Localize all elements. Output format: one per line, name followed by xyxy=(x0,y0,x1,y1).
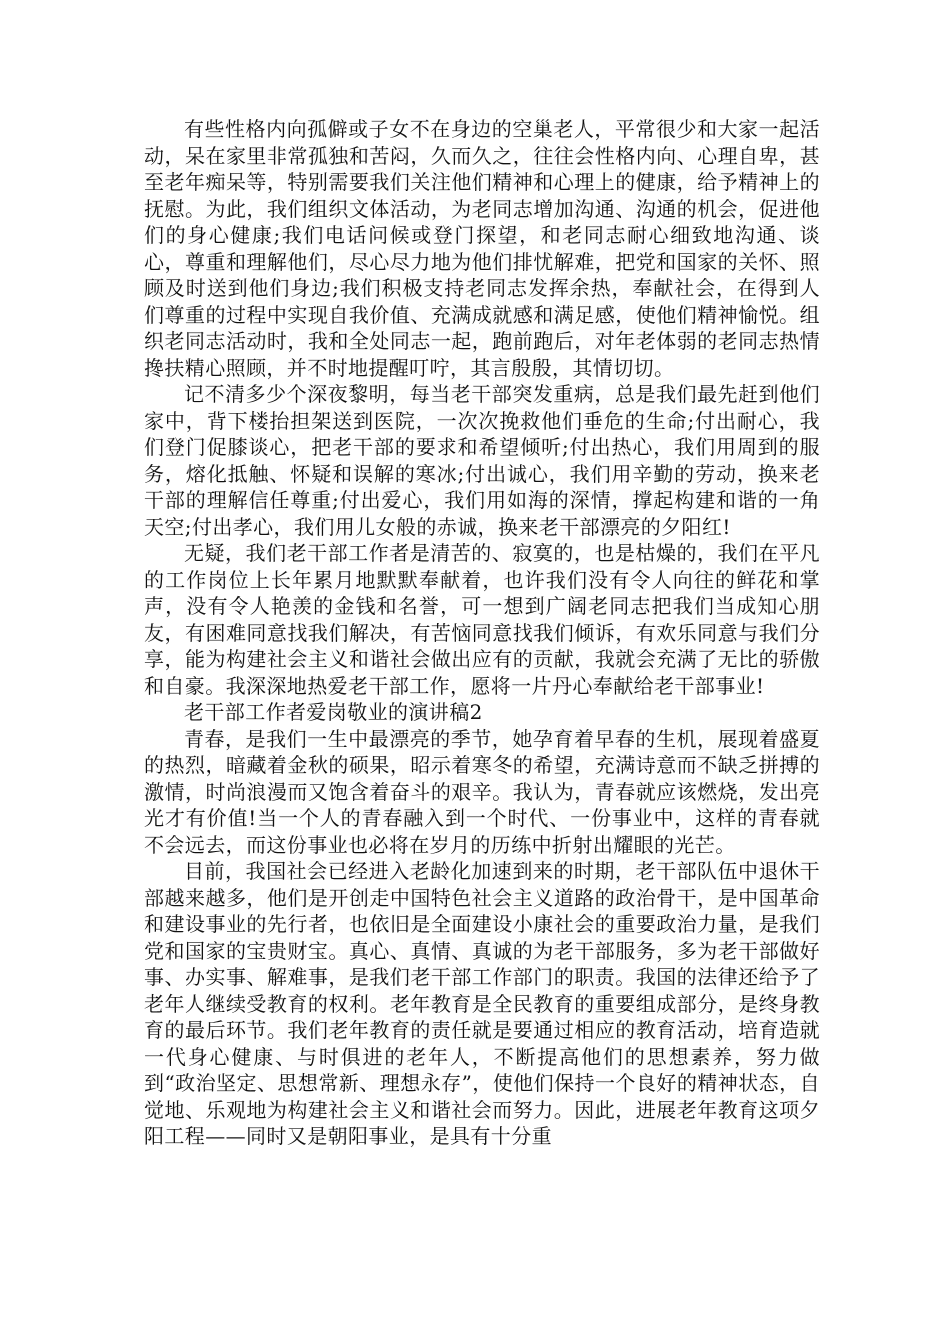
speech-title-2: 老干部工作者爱岗敬业的演讲稿2 xyxy=(184,700,483,724)
paragraph-aging-society: 目前，我国社会已经进入老龄化加速到来的时期，老干部队伍中退休干部越来越多，他们是开创走中国特色社会主义道路的政治骨干，是中国革命和建设事业的先行者，也依旧是全面建设小康社会的重要政治力量，是我们党和国家的宝贵财宝。真心、真情、真诚的为老干部服务，多为老干部做好事、办实事、解难事，是我们老干部工作部门的职责。我国的法律还给予了老年人继续受教育的权利。老年教育是全民教育的重要组成部分，是终身教育的最后环节。我们老年教育的责任就是要通过相应的教育活动，培育造就一代身心健康、与时俱进的老年人，不断提高他们的思想素养，努力做到“政治坚定、思想常新、理想永存”，使他们保持一个良好的精神状态，自觉地、乐观地为构建社会主义和谐社会而努力。因此，进展老年教育这项夕阳工程——同时又是朝阳事业，是具有十分重 xyxy=(144,859,820,1148)
paragraph-empty-nest-elders: 有些性格内向孤僻或子女不在身边的空巢老人，平常很少和大家一起活动，呆在家里非常孤独和苦闷，久而久之，往往会性格内向、心理自卑，甚至老年痴呆等，特别需要我们关注他们精神和心理上的健康，给予精神上的抚慰。为此，我们组织文体活动，为老同志增加沟通、沟通的机会，促进他们的身心健康;我们电话问候或登门探望，和老同志耐心细致地沟通、谈心，尊重和理解他们，尽心尽力地为他们排忧解难，把党和国家的关怀、照顾及时送到他们身边;我们积极支持老同志发挥余热，奉献社会，在得到人们尊重的过程中实现自我价值、充满成就感和满足感，使他们精神愉悦。组织老同志活动时，我和全处同志一起，跑前跑后，对年老体弱的老同志热情搀扶精心照顾，并不时地提醒叮咛，其言殷殷，其情切切。 xyxy=(144,117,820,380)
paragraph-dedication: 无疑，我们老干部工作者是清苦的、寂寞的，也是枯燥的，我们在平凡的工作岗位上长年累月地默默奉献着，也许我们没有令人向往的鲜花和掌声，没有令人艳羡的金钱和名誉，可一想到广阔老同志把我们当成知心朋友，有困难同意找我们解决，有苦恼同意找我们倾诉，有欢乐同意与我们分享，能为构建社会主义和谐社会做出应有的贡献，我就会充满了无比的骄傲和自豪。我深深地热爱老干部工作，愿将一片丹心奉献给老干部事业! xyxy=(144,541,820,698)
paragraph-late-nights: 记不清多少个深夜黎明，每当老干部突发重病，总是我们最先赶到他们家中，背下楼抬担架送到医院，一次次挽救他们垂危的生命;付出耐心，我们登门促膝谈心，把老干部的要求和希望倾听;付出热心，我们用周到的服务，熔化抵触、怀疑和误解的寒冰;付出诚心，我们用辛勤的劳动，换来老干部的理解信任尊重;付出爱心，我们用如海的深情，撑起构建和谐的一角天空;付出孝心，我们用儿女般的赤诚，换来老干部漂亮的夕阳红! xyxy=(144,382,820,539)
document-body xyxy=(144,116,820,1150)
paragraph-youth: 青春，是我们一生中最漂亮的季节，她孕育着早春的生机，展现着盛夏的热烈，暗藏着金秋的硕果，昭示着寒冬的希望，充满诗意而不缺乏拼搏的激情，时尚浪漫而又饱含着奋斗的艰辛。我认为，青春就应该燃烧，发出亮光才有价值!当一个人的青春融入到一个时代、一份事业中，这样的青春就不会远去，而这份事业也必将在岁月的历练中折射出耀眼的光芒。 xyxy=(144,726,820,857)
